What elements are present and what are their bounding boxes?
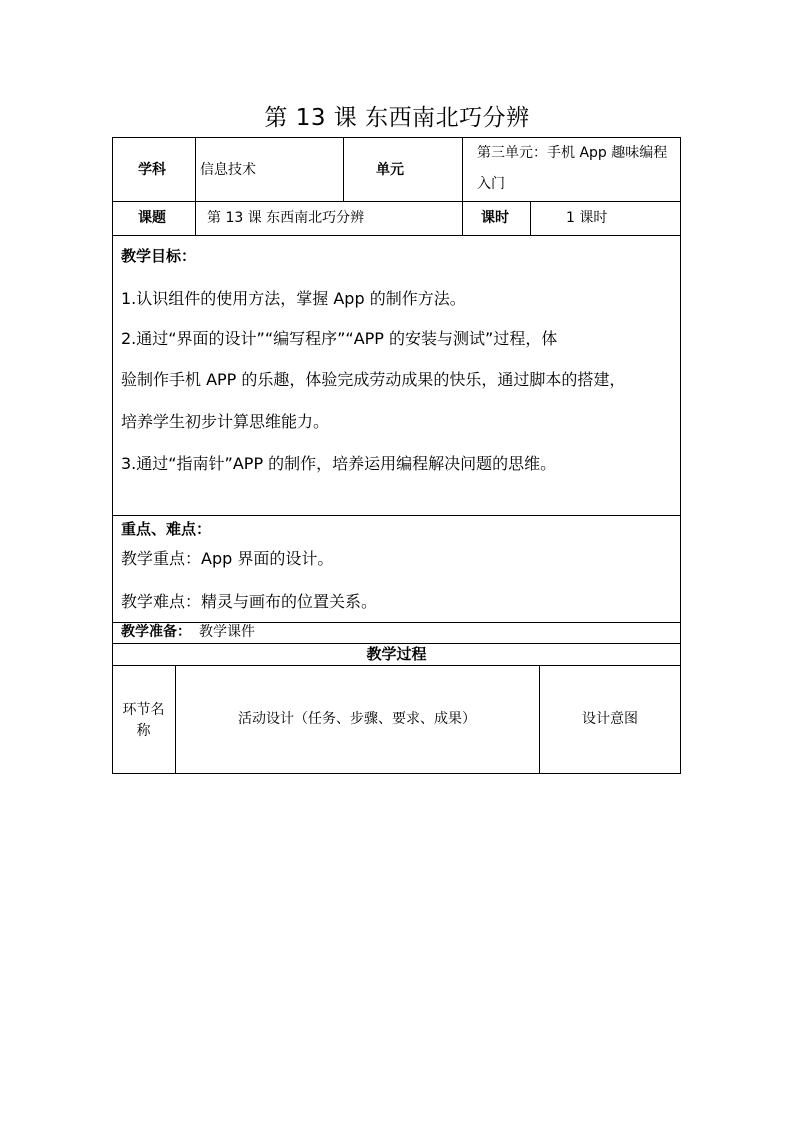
divider xyxy=(195,137,196,201)
divider xyxy=(112,515,681,516)
process-col-intent: 设计意图 xyxy=(582,711,638,727)
unit-label: 单元 xyxy=(376,162,404,178)
objective-line: 2.通过“界面的设计”“编写程序”“APP 的安装与测试”过程，体 xyxy=(121,329,558,348)
objective-line: 验制作手机 APP 的乐趣，体验完成劳动成果的快乐，通过脚本的搭建， xyxy=(121,370,626,389)
key-points-heading: 重点、难点： xyxy=(121,520,212,538)
divider xyxy=(530,201,531,235)
hours-label: 课时 xyxy=(481,210,509,226)
objective-line: 3.通过“指南针”APP 的制作，培养运用编程解决问题的思维。 xyxy=(121,454,557,473)
subject-value: 信息技术 xyxy=(200,162,256,178)
subject-label: 学科 xyxy=(138,162,166,178)
unit-value-line1: 第三单元：手机 App 趣味编程 xyxy=(477,145,668,161)
preparation-value: 教学课件 xyxy=(199,624,255,640)
objectives-heading: 教学目标： xyxy=(121,247,197,265)
divider xyxy=(112,665,681,666)
divider xyxy=(343,137,344,201)
process-col-stage-line2: 称 xyxy=(136,723,151,739)
divider xyxy=(112,622,681,623)
teaching-focus: 教学重点：App 界面的设计。 xyxy=(121,549,334,568)
topic-value: 第 13 课 东西南北巧分辨 xyxy=(207,210,365,226)
objective-line: 培养学生初步计算思维能力。 xyxy=(121,412,330,431)
hours-value: 1 课时 xyxy=(566,210,608,226)
divider xyxy=(195,201,196,235)
divider xyxy=(112,235,681,236)
divider xyxy=(462,137,463,235)
topic-label: 课题 xyxy=(138,210,166,226)
unit-value-line2: 入门 xyxy=(477,176,505,192)
process-col-stage-line1: 环节名 xyxy=(122,702,165,718)
process-heading: 教学过程 xyxy=(366,645,427,663)
process-col-activity: 活动设计（任务、步骤、要求、成果） xyxy=(238,711,476,727)
objective-line: 1.认识组件的使用方法，掌握 App 的制作方法。 xyxy=(121,289,466,308)
page-title: 第 13 课 东西南北巧分辨 xyxy=(264,105,530,131)
divider xyxy=(112,201,681,202)
preparation-label: 教学准备： xyxy=(121,624,191,640)
teaching-difficulty: 教学难点：精灵与画布的位置关系。 xyxy=(121,592,378,611)
